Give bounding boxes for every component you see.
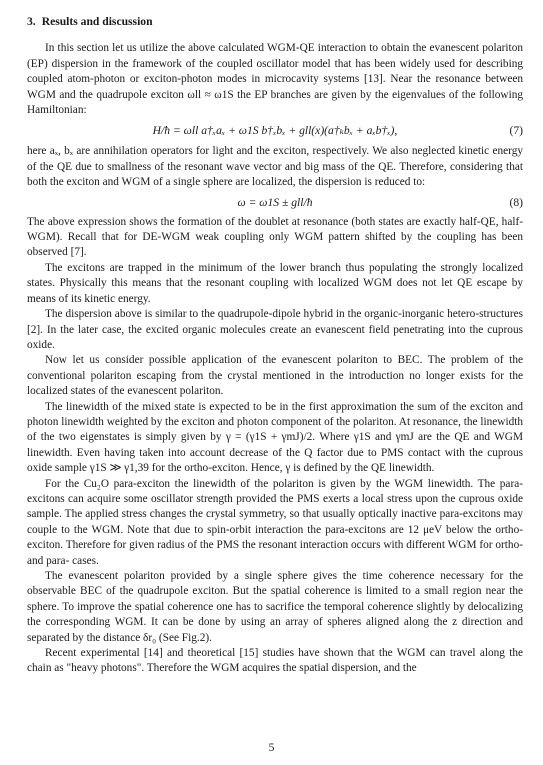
section-heading <box>27 14 523 29</box>
equation-8-body: ω = ω1S ± gll/ħ <box>237 195 313 209</box>
equation-8 <box>27 191 523 215</box>
page-number: 5 <box>268 741 275 754</box>
paragraph-coherence: The evanescent polariton provided by a single sphere gives the time coherence necessary for the observable BEC of the quadrupole exciton. But the spatial coherence is limited to a small region near the sphere. To improve the spatial coherence one has to sacrifice the temporal coherence slightly by delocalizing the corresponding WGM. It can be done by using an array of spheres aligned along the z direction and separated by the distance δr₀ (See Fig.2). <box>27 570 523 644</box>
paragraph-trapped: The excitons are trapped in the minimum of the lower branch thus populating the strongly localized states. Physically this means that the resonant coupling with localized WGM does not let QE escape by means of its kinetic energy. <box>27 261 523 305</box>
paragraph-doublet: The above expression shows the formation of the doublet at resonance (both states are exactly half-QE, half-WGM). Recall that for DE-WGM weak coupling only WGM pattern shifted by the coupling has been observed [7]. <box>27 215 523 259</box>
paragraph-para-exciton: For the Cu₂O para-exciton the linewidth of the polariton is given by the WGM linewidth. The para-excitons can acquire some oscillator strength provided the PMS exerts a local stress upon the cuprous oxide sample. The applied stress changes the crystal symmetry, so that usually optically inactive para-excitons may couple to the WGM. Note that due to spin-orbit interaction the para-excitons are 12 μeV below the ortho-exciton. Therefore for given radius of the PMS the resonant interaction occurs with different WGM for ortho- and para- cases. <box>27 477 523 567</box>
paragraph-linewidth: The linewidth of the mixed state is expected to be in the first approximation the sum of the exciton and photon linewidth weighted by the exciton and photon component of the polariton. At resonance, the linewidth of the two eigenstates is simply given by γ = (γ1S + γmJ)/2. Where γ1S and γmJ are the QE and WGM linewidth. Even having taken into account decrease of the Q factor due to PMS contact with the cuprous oxide sample γ1S ≫ γ1,39 for the ortho-exciton. Hence, γ is defined by the QE linewidth. <box>27 400 524 475</box>
equation-7 <box>27 118 523 144</box>
paragraph-operators: here aₓ, bₓ are annihilation operators for light and the exciton, respectively. We also neglected kinetic energy of the QE due to smallness of the resonant wave vector and big mass of the QE. Therefore, considering that both the exciton and WGM of a single sphere are localized, the dispersion is reduced to: <box>27 145 523 189</box>
paragraph-intro: In this section let us utilize the above calculated WGM-QE interaction to obtain the evanescent polariton (EP) dispersion in the framework of the coupled oscillator model that has been widely used for describing coupled atom-photon or exciton-photon modes in microcavity systems [13]. Near the resonance between WGM and the quadrupole exciton ωll ≈ ω1S the EP branches are given by the eigenvalues of the following Hamiltonian: <box>27 42 523 117</box>
section-number: 3. <box>27 15 36 28</box>
paragraph-hybrid: The dispersion above is similar to the quadrupole-dipole hybrid in the organic-inorganic hetero-structures [2]. In the later case, the excited organic molecules create an evanescent field penetrating into the cuprous oxide. <box>27 308 523 351</box>
paper-page <box>27 14 523 677</box>
equation-7-body: H/ħ = ωll a†ₓaₓ + ω1S b†ₓbₓ + gll(x)(a†ₖbₓ + aₓb†ₓ), <box>152 124 398 138</box>
equation-8-number: (8) <box>509 195 523 209</box>
equation-7-number: (7) <box>509 124 523 138</box>
paragraph-bec: Now let us consider possible application of the evanescent polariton to BEC. The problem of the conventional polariton escaping from the crystal mentioned in the introduction no longer exists for the localized states of the evanescent polariton. <box>27 354 523 398</box>
section-title: Results and discussion <box>41 15 153 28</box>
paragraph-heavy-photons: Recent experimental [14] and theoretical [15] studies have shown that the WGM can travel along the chain as "heavy photons". Therefore the WGM acquires the spatial dispersion, and the <box>27 647 523 675</box>
